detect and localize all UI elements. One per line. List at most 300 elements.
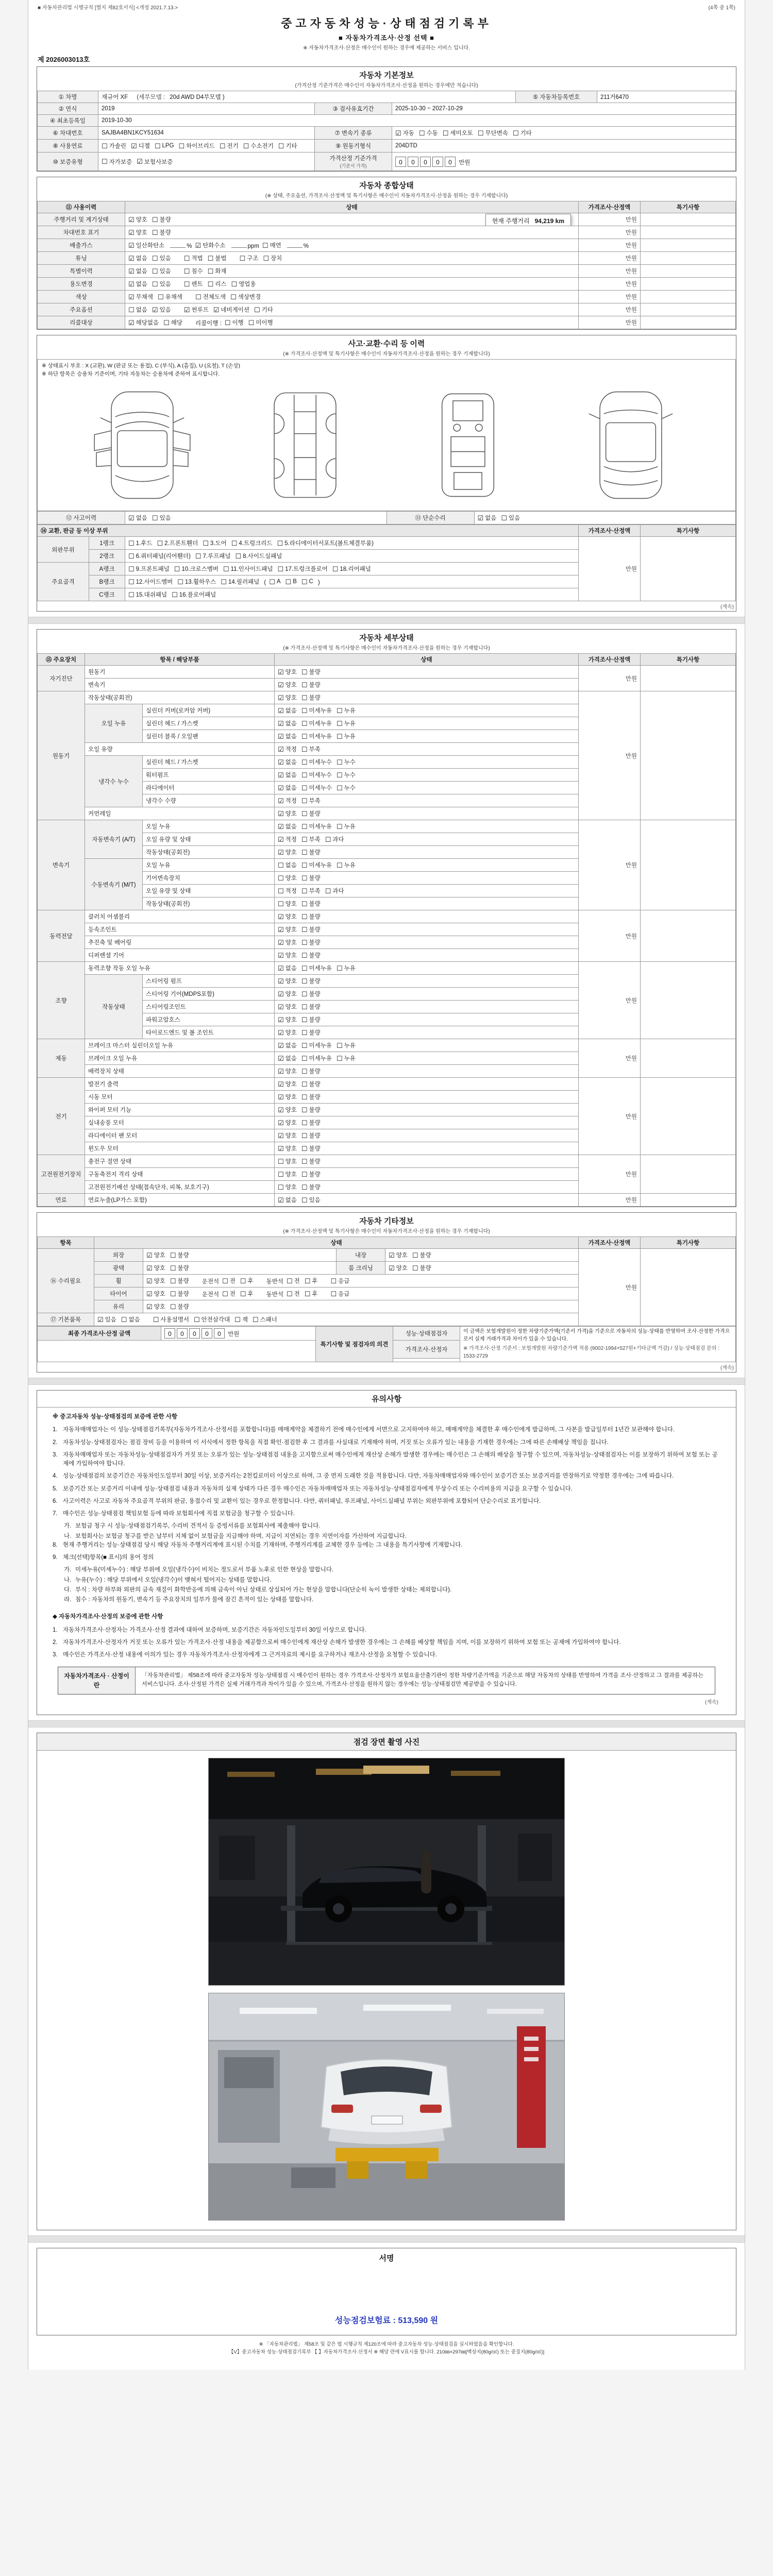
usage-history-row-label: 리콜대상: [38, 316, 125, 329]
checkbox-option[interactable]: [184, 267, 203, 275]
notice-item-text: 현재 주행거리는 성능·상태점검 당시 해당 자동차 주행거리계에 표시된 수치를 기재하며, 주행거리계를 교체한 경우 등에는 그 내용을 특기사항에 기재합니다.: [63, 1541, 463, 1548]
checkbox-option[interactable]: [128, 318, 159, 327]
checkbox-option[interactable]: [131, 142, 150, 150]
checkbox-option[interactable]: [128, 254, 147, 262]
checkbox-option[interactable]: [337, 1041, 356, 1049]
checkbox-option[interactable]: [337, 732, 356, 740]
checkbox-option[interactable]: [277, 565, 327, 573]
checkbox-option[interactable]: [128, 590, 167, 599]
checkbox-option[interactable]: [337, 822, 356, 831]
final-price-digits[interactable]: [164, 1331, 226, 1337]
checkbox-option[interactable]: [121, 1315, 140, 1324]
checkbox-option[interactable]: [337, 771, 356, 779]
checkbox-option[interactable]: [301, 1183, 321, 1191]
checkbox-option[interactable]: [278, 1106, 297, 1114]
checkbox-option[interactable]: [301, 732, 332, 740]
checkbox-option[interactable]: [301, 1106, 321, 1114]
checkbox-option[interactable]: [128, 514, 147, 522]
price-digit-box[interactable]: 0: [201, 1328, 212, 1338]
unchecked-checkbox-icon: ☐: [128, 590, 135, 599]
unchecked-checkbox-icon: ☐: [170, 1277, 176, 1285]
price-digit-box[interactable]: 0: [408, 157, 418, 167]
option-label: 양호: [285, 940, 297, 946]
checkbox-option[interactable]: [278, 142, 297, 150]
remarks-cell[interactable]: [641, 666, 736, 691]
unchecked-checkbox-icon: ☐: [301, 912, 308, 921]
checkbox-option[interactable]: [225, 318, 244, 327]
checkbox-option[interactable]: [269, 579, 280, 585]
checkbox-option[interactable]: [253, 1315, 277, 1324]
checkbox-option[interactable]: [301, 951, 321, 959]
checkbox-option[interactable]: [278, 874, 297, 882]
checkbox-option[interactable]: [278, 668, 297, 676]
option-label: 없음: [285, 1197, 297, 1204]
checkbox-option[interactable]: [230, 293, 261, 301]
checkbox-option[interactable]: [172, 590, 216, 599]
checkbox-option[interactable]: [278, 719, 297, 727]
checkbox-option[interactable]: [301, 848, 321, 856]
blank-value-field[interactable]: [231, 242, 247, 248]
checkbox-option[interactable]: [128, 565, 170, 573]
unchecked-checkbox-icon: ☐: [278, 887, 284, 895]
remarks-cell[interactable]: [641, 820, 736, 910]
price-digit-box[interactable]: 0: [164, 1328, 175, 1338]
unchecked-checkbox-icon: ☐: [301, 938, 308, 946]
notice-item: [53, 1472, 720, 1481]
option-label: 불량: [309, 1146, 321, 1152]
checkbox-option[interactable]: [278, 977, 297, 985]
submodel-close: ): [222, 94, 225, 100]
remarks-cell[interactable]: [641, 1194, 736, 1207]
checkbox-option[interactable]: [163, 318, 182, 327]
checkbox-option[interactable]: [222, 1277, 236, 1285]
checkbox-option[interactable]: [278, 964, 297, 972]
checkbox-option[interactable]: [155, 143, 174, 149]
price-digit-box[interactable]: 0: [420, 157, 431, 167]
checkbox-option[interactable]: [278, 912, 297, 921]
checkbox-option[interactable]: [301, 1144, 321, 1153]
checkbox-option[interactable]: [278, 1144, 297, 1153]
checkbox-option[interactable]: [128, 306, 147, 314]
checkbox-option[interactable]: [301, 784, 332, 792]
checkbox-option[interactable]: [184, 254, 203, 262]
remarks-cell[interactable]: [641, 278, 736, 291]
option-label: 누유: [344, 721, 356, 727]
etc-amount-cell: 만원: [579, 1249, 641, 1326]
checkbox-option[interactable]: [278, 745, 297, 753]
checkbox-option[interactable]: [157, 539, 198, 547]
remarks-cell[interactable]: [641, 316, 736, 329]
price-digit-box[interactable]: 0: [189, 1328, 200, 1338]
checkbox-option[interactable]: [278, 1080, 297, 1088]
checkbox-option[interactable]: [278, 1131, 297, 1140]
notice-subitem-text: 누유(누수) : 해당 부위에서 오일(냉각수)이 맺혀서 떨어지는 상태를 말합니다.: [75, 1577, 272, 1583]
checkbox-option[interactable]: [174, 565, 219, 573]
checkbox-option[interactable]: [395, 129, 414, 137]
checkbox-option[interactable]: [478, 129, 508, 137]
checkbox-option[interactable]: [240, 254, 259, 262]
remarks-cell[interactable]: [641, 1155, 736, 1194]
checkbox-option[interactable]: [234, 1315, 248, 1324]
checked-checkbox-icon: ☑: [152, 306, 158, 314]
notice-subitem-text: 보험금 청구 시 성능·상태점검기록부, 수리비 견적서 등 증빙서류를 보험회사에 제출해야 합니다.: [75, 1523, 321, 1530]
option-label: 불량: [309, 1004, 321, 1010]
checkbox-option[interactable]: [301, 938, 321, 946]
amount-cell: 만원: [579, 213, 641, 226]
checkbox-option[interactable]: [128, 293, 153, 301]
checkbox-option[interactable]: [301, 693, 321, 702]
checkbox-option[interactable]: [128, 578, 173, 586]
unchecked-checkbox-icon: ☐: [278, 1183, 284, 1191]
checkbox-option[interactable]: [170, 1302, 189, 1311]
unchecked-checkbox-icon: ☐: [412, 1264, 418, 1272]
state-options-cell: [275, 691, 579, 704]
unit-label: %: [303, 243, 309, 249]
checkbox-option[interactable]: [146, 1264, 165, 1272]
checkbox-option[interactable]: [278, 1093, 297, 1101]
checkbox-option[interactable]: [146, 1277, 165, 1285]
unchecked-checkbox-icon: ☐: [230, 293, 237, 301]
checkbox-option[interactable]: [222, 1290, 236, 1298]
checkbox-option[interactable]: [389, 1264, 408, 1272]
option-label: 불량: [309, 1107, 321, 1113]
checkbox-option[interactable]: [278, 990, 297, 998]
checkbox-option[interactable]: [301, 796, 321, 805]
checkbox-option[interactable]: [195, 552, 231, 560]
checkbox-option[interactable]: [128, 215, 147, 224]
blank-value-field[interactable]: [170, 242, 186, 248]
option-label: 있음: [159, 268, 171, 275]
checkbox-option[interactable]: [412, 1251, 431, 1259]
checkbox-option[interactable]: [337, 706, 356, 715]
checkbox-option[interactable]: [301, 1054, 332, 1062]
state-options-cell: [275, 1155, 579, 1168]
checkbox-option[interactable]: [278, 706, 297, 715]
checkbox-option[interactable]: [240, 1290, 254, 1298]
checkbox-option[interactable]: [301, 925, 321, 934]
checkbox-option[interactable]: [305, 1277, 318, 1285]
checkbox-option[interactable]: [278, 1054, 297, 1062]
checkbox-option[interactable]: [208, 267, 227, 275]
exchange-remarks-cell[interactable]: [641, 537, 736, 601]
checkbox-option[interactable]: [301, 1041, 332, 1049]
checkbox-option[interactable]: [262, 241, 281, 249]
checkbox-option[interactable]: [240, 1277, 254, 1285]
checkbox-option[interactable]: [301, 964, 332, 972]
section-basic-info: [37, 66, 736, 172]
remarks-cell[interactable]: [641, 252, 736, 265]
checkbox-option[interactable]: [501, 514, 520, 522]
checkbox-option[interactable]: [278, 693, 297, 702]
checkbox-option[interactable]: [243, 142, 274, 150]
checkbox-option[interactable]: [278, 771, 297, 779]
checkbox-option[interactable]: [195, 241, 225, 249]
checkbox-option[interactable]: [301, 1157, 321, 1165]
option-label: 미세누유: [309, 824, 332, 830]
remarks-cell[interactable]: [641, 265, 736, 278]
remarks-cell[interactable]: [641, 226, 736, 239]
checkbox-option[interactable]: [513, 129, 532, 137]
notice-subitem-number: 가.: [64, 1567, 72, 1573]
checked-checkbox-icon: ☑: [278, 990, 284, 998]
checkbox-option[interactable]: [301, 771, 332, 779]
checkbox-option[interactable]: [278, 1015, 297, 1024]
checkbox-option[interactable]: [278, 1028, 297, 1037]
checkbox-option[interactable]: [287, 1277, 300, 1285]
option-label: 유채색: [165, 294, 182, 300]
checkbox-option[interactable]: [301, 1118, 321, 1127]
checkbox-option[interactable]: [137, 158, 173, 166]
price-digit-box[interactable]: 0: [214, 1328, 225, 1338]
checkbox-option[interactable]: [301, 719, 332, 727]
checkbox-option[interactable]: [128, 539, 152, 547]
checkbox-option[interactable]: [278, 822, 297, 831]
unchecked-checkbox-icon: ☐: [301, 990, 308, 998]
checkbox-option[interactable]: [419, 129, 438, 137]
checkbox-option[interactable]: [194, 1315, 230, 1324]
checkbox-option[interactable]: [128, 552, 191, 560]
unchecked-checkbox-icon: ☐: [128, 552, 135, 560]
checkbox-option[interactable]: [301, 990, 321, 998]
checkbox-option[interactable]: [152, 267, 171, 275]
checkbox-option[interactable]: [170, 1251, 189, 1259]
checkbox-option[interactable]: [278, 796, 297, 805]
usage-history-row-label: 주행거리 및 계기상태: [38, 213, 125, 226]
option-label: 양호: [285, 1184, 297, 1191]
inspection-period-label: ③ 검사유효기간: [315, 103, 392, 115]
base-price-digits[interactable]: [395, 160, 457, 166]
checkbox-option[interactable]: [301, 912, 321, 921]
checkbox-option[interactable]: [301, 1028, 321, 1037]
notice-item-number: 8.: [53, 1541, 58, 1548]
wheel-options: [143, 1275, 579, 1287]
state-options-cell: [275, 717, 579, 730]
checkbox-option[interactable]: [330, 1277, 349, 1285]
checkbox-option[interactable]: [325, 887, 344, 895]
checkbox-option[interactable]: [158, 293, 182, 301]
checkbox-option[interactable]: [278, 887, 297, 895]
option-label: 무채색: [136, 294, 153, 300]
option-label: 불량: [309, 1017, 321, 1023]
checkbox-option[interactable]: [152, 514, 171, 522]
remarks-cell[interactable]: [641, 213, 736, 226]
checkbox-option[interactable]: [301, 887, 321, 895]
checkbox-option[interactable]: [278, 1170, 297, 1178]
checkbox-option[interactable]: [184, 280, 203, 288]
checkbox-option[interactable]: [278, 861, 297, 869]
remarks-cell[interactable]: [641, 303, 736, 316]
checkbox-option[interactable]: [170, 1290, 189, 1298]
remarks-cell[interactable]: [641, 910, 736, 962]
final-price-label: 최종 가격조사·산정 금액: [38, 1327, 161, 1341]
checkbox-option[interactable]: [301, 1015, 321, 1024]
checkbox-option[interactable]: [301, 745, 321, 753]
checkbox-option[interactable]: [278, 1157, 297, 1165]
section-divider-4: [28, 2235, 745, 2243]
checkbox-option[interactable]: [170, 1264, 189, 1272]
checkbox-option[interactable]: [443, 129, 473, 137]
checkbox-option[interactable]: [301, 861, 332, 869]
checked-checkbox-icon: ☑: [278, 732, 284, 740]
checkbox-option[interactable]: [278, 1067, 297, 1075]
checkbox-option[interactable]: [301, 900, 321, 908]
etc-remarks-cell[interactable]: [641, 1249, 736, 1326]
checkbox-option[interactable]: [278, 1003, 297, 1011]
checkbox-option[interactable]: [278, 925, 297, 934]
checkbox-option[interactable]: [278, 1041, 297, 1049]
appraiser-sign-cell[interactable]: [393, 1359, 460, 1362]
checkbox-option[interactable]: [254, 306, 273, 314]
checkbox-option[interactable]: [128, 228, 147, 236]
checkbox-option[interactable]: [278, 758, 297, 766]
checkbox-option[interactable]: [278, 848, 297, 856]
checkbox-option[interactable]: [146, 1302, 165, 1311]
checkbox-option[interactable]: [213, 306, 249, 314]
checkbox-option[interactable]: [301, 1196, 321, 1204]
checkbox-option[interactable]: [301, 822, 332, 831]
checkbox-option[interactable]: [301, 835, 321, 843]
checkbox-option[interactable]: [278, 1196, 297, 1204]
final-price-note-cell[interactable]: [38, 1341, 316, 1362]
checkbox-option[interactable]: [208, 254, 227, 262]
checkbox-option[interactable]: [203, 539, 226, 547]
checkbox-option[interactable]: [301, 1067, 321, 1075]
checkbox-option[interactable]: [301, 681, 321, 689]
checkbox-option[interactable]: [179, 142, 215, 150]
checkbox-option[interactable]: [301, 1093, 321, 1101]
checkbox-option[interactable]: [220, 142, 239, 150]
checkbox-option[interactable]: [412, 1264, 431, 1272]
checkbox-option[interactable]: [152, 306, 171, 314]
checkbox-option[interactable]: [102, 142, 126, 150]
checkbox-option[interactable]: [337, 758, 356, 766]
inline-text-label: 운전석: [201, 1291, 220, 1298]
checkbox-option[interactable]: [389, 1251, 408, 1259]
remarks-cell[interactable]: [641, 291, 736, 303]
checkbox-option[interactable]: [177, 578, 216, 586]
checkbox-option[interactable]: [301, 1131, 321, 1140]
notice-subitem-text: 미세누유(미세누수) : 해당 부위에 오일(냉각수)이 비치는 정도로서 부품 노후로 인한 현상을 말합니다.: [75, 1567, 334, 1573]
checkbox-option[interactable]: [278, 1118, 297, 1127]
item-label: 고전원전기배선 상태(접속단자, 피복, 보호기구): [85, 1181, 275, 1194]
checkbox-option[interactable]: [325, 835, 344, 843]
checkbox-option[interactable]: [153, 1315, 189, 1324]
checkbox-option[interactable]: [128, 241, 164, 249]
item-label: 스티어링조인트: [143, 1001, 275, 1013]
checkbox-option[interactable]: [301, 1080, 321, 1088]
price-digit-box[interactable]: 0: [177, 1328, 188, 1338]
checkbox-option[interactable]: [301, 706, 332, 715]
checkbox-option[interactable]: [305, 1290, 318, 1298]
checkbox-option[interactable]: [146, 1290, 165, 1298]
form-reference: ■ 자동차관리법 시행규칙 [별지 제82호서식] <개정 2021.7.13.>: [38, 5, 178, 11]
checkbox-option[interactable]: [301, 668, 321, 676]
checkbox-option[interactable]: [146, 1251, 165, 1259]
checkbox-option[interactable]: [278, 1183, 297, 1191]
checkbox-option[interactable]: [301, 579, 313, 585]
item-label: 실내송풍 모터: [85, 1116, 275, 1129]
checkbox-option[interactable]: [208, 280, 227, 288]
checkbox-option[interactable]: [332, 565, 371, 573]
remarks-cell[interactable]: [641, 1039, 736, 1078]
checkbox-option[interactable]: [278, 681, 297, 689]
blank-value-field[interactable]: [287, 242, 303, 248]
checkbox-option[interactable]: [287, 1290, 300, 1298]
remarks-cell[interactable]: [641, 1078, 736, 1155]
checkbox-option[interactable]: [152, 280, 171, 288]
checkbox-option[interactable]: [301, 1170, 321, 1178]
checkbox-option[interactable]: [301, 1003, 321, 1011]
price-digit-box[interactable]: 0: [395, 157, 406, 167]
checkbox-option[interactable]: [278, 951, 297, 959]
checkbox-option[interactable]: [152, 254, 171, 262]
checkbox-option[interactable]: [278, 809, 297, 818]
unchecked-checkbox-icon: ☐: [152, 228, 158, 236]
item-label: 오일 누유: [143, 859, 275, 872]
checkbox-option[interactable]: [221, 578, 259, 586]
exchange-remarks-header: 특기사항: [641, 525, 736, 537]
price-digit-box[interactable]: 0: [432, 157, 443, 167]
checkbox-option[interactable]: [285, 579, 297, 585]
checkbox-option[interactable]: [223, 565, 273, 573]
remarks-cell[interactable]: [641, 691, 736, 820]
checked-checkbox-icon: ☑: [128, 215, 135, 224]
option-label: 불량: [309, 669, 321, 675]
device-header: ⑮ 주요장치: [38, 654, 85, 666]
checkbox-option[interactable]: [337, 1054, 356, 1062]
checkbox-option[interactable]: [301, 758, 332, 766]
checkbox-option[interactable]: [128, 267, 147, 275]
option-label: 구조: [247, 256, 259, 262]
unchecked-checkbox-icon: ☐: [301, 1157, 308, 1165]
checkbox-option[interactable]: [337, 861, 356, 869]
checkbox-option[interactable]: [128, 280, 147, 288]
checkbox-option[interactable]: [97, 1315, 116, 1324]
checkbox-option[interactable]: [278, 784, 297, 792]
checkbox-option[interactable]: [278, 732, 297, 740]
checkbox-option[interactable]: [248, 318, 273, 327]
checkbox-option[interactable]: [263, 254, 282, 262]
price-digit-box[interactable]: 0: [445, 157, 456, 167]
checkbox-option[interactable]: [337, 964, 356, 972]
checkbox-option[interactable]: [330, 1290, 349, 1298]
checkbox-option[interactable]: [195, 293, 226, 301]
checkbox-option[interactable]: [277, 539, 374, 547]
checkbox-option[interactable]: [278, 835, 297, 843]
base-price-unit: 만원: [459, 159, 470, 166]
checkbox-option[interactable]: [184, 306, 209, 314]
checkbox-option[interactable]: [278, 938, 297, 946]
checkbox-option[interactable]: [231, 539, 273, 547]
checkbox-option[interactable]: [337, 784, 356, 792]
checkbox-option[interactable]: [301, 874, 321, 882]
checkbox-option[interactable]: [337, 719, 356, 727]
checkbox-option[interactable]: [231, 280, 256, 288]
checkbox-option[interactable]: [478, 514, 497, 522]
remarks-cell[interactable]: [641, 962, 736, 1039]
checkbox-option[interactable]: [301, 809, 321, 818]
checkbox-option[interactable]: [102, 158, 132, 166]
remarks-cell[interactable]: [641, 239, 736, 252]
checkbox-option[interactable]: [152, 228, 171, 236]
unchecked-checkbox-icon: ☐: [336, 771, 343, 779]
checkbox-option[interactable]: [278, 900, 297, 908]
checkbox-option[interactable]: [152, 215, 171, 224]
notice-subitem-number: 나.: [64, 1533, 72, 1539]
checkbox-option[interactable]: [301, 977, 321, 985]
checkbox-option[interactable]: [235, 552, 282, 560]
checkbox-option[interactable]: [170, 1277, 189, 1285]
